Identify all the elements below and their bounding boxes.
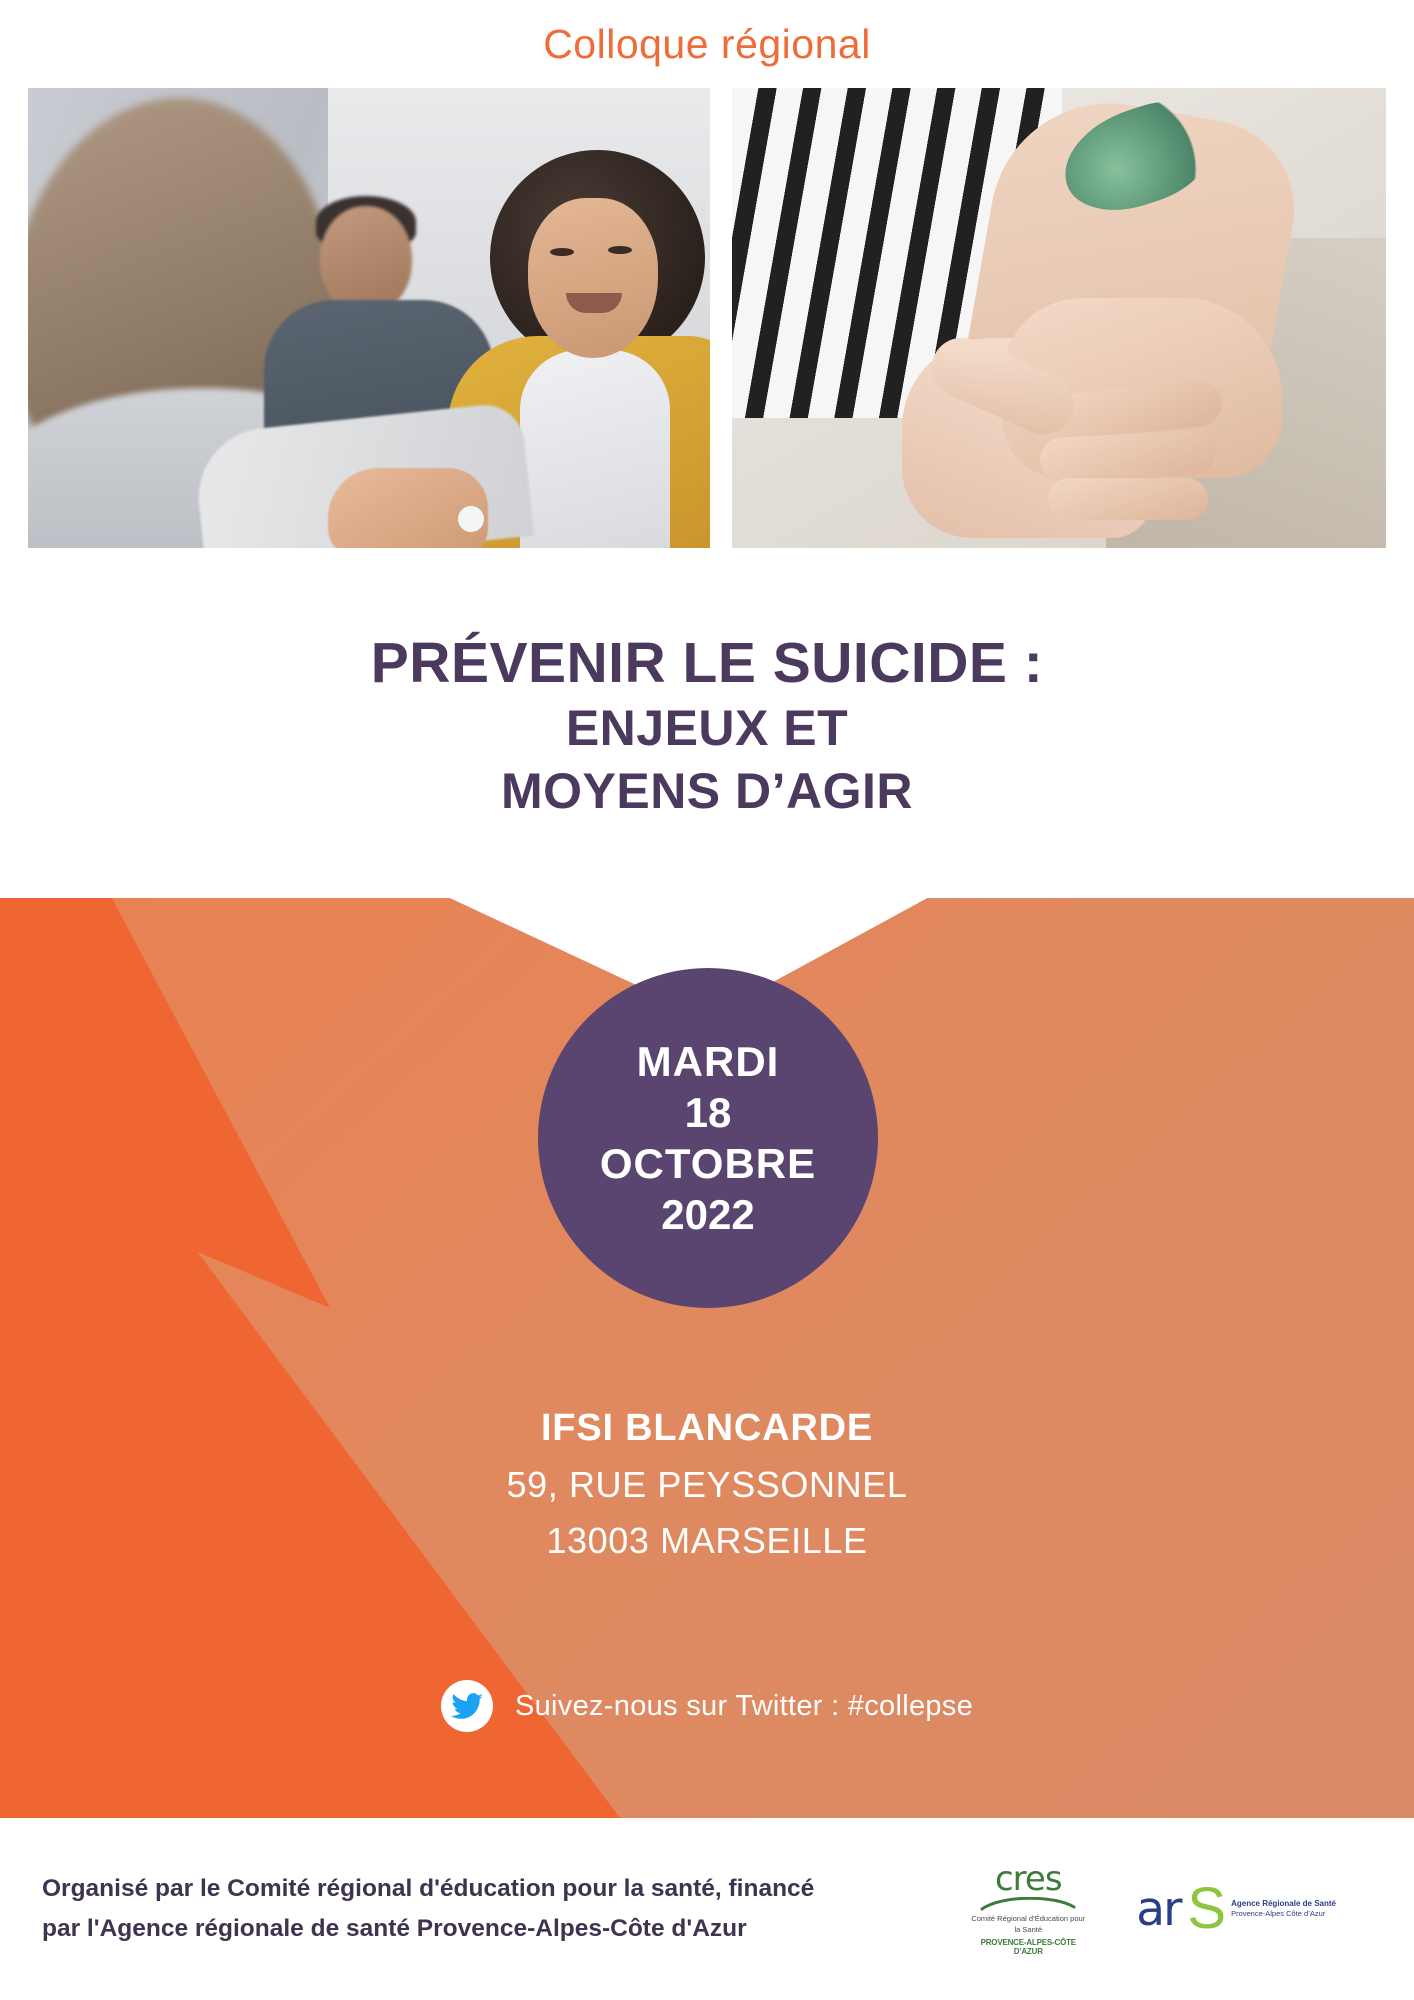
kicker-text: Colloque régional	[543, 20, 871, 67]
ars-logo-word: ar	[1136, 1881, 1181, 1937]
cres-logo-region: PROVENCE-ALPES-CÔTE D’AZUR	[980, 1937, 1076, 1956]
title-line-1: PRÉVENIR LE SUICIDE :	[370, 631, 1044, 695]
ars-logo	[1136, 1876, 1336, 1941]
date-number: 18	[684, 1088, 732, 1136]
twitter-icon[interactable]	[441, 1680, 493, 1732]
page-title	[0, 630, 1414, 822]
cres-logo-subtitle: Comité Régional d’Éducation pour la Santé	[971, 1914, 1086, 1934]
photo-woman-eye-left	[550, 248, 574, 256]
cres-logo	[968, 1859, 1088, 1956]
cres-logo-word: cres	[994, 1859, 1062, 1900]
venue-street: 59, RUE PEYSSONNEL	[506, 1464, 908, 1505]
title-line-2: ENJEUX ET	[565, 700, 849, 757]
footer-credit-line-2: par l'Agence régionale de santé Provence-Alpes-Côte d'Azur	[42, 1915, 747, 1942]
left-white-edge	[0, 0, 22, 560]
twitter-handle-text: Suivez-nous sur Twitter : #collepse	[514, 1689, 974, 1722]
cres-swoosh-icon	[980, 1897, 1076, 1911]
venue-city: 13003 MARSEILLE	[546, 1519, 868, 1561]
social-row[interactable]	[0, 1680, 1414, 1732]
photo-man-head	[320, 206, 412, 314]
photo-holding-hands	[732, 88, 1386, 548]
date-badge	[538, 968, 878, 1308]
ars-logo-text	[1231, 1899, 1336, 1919]
ars-logo-line-2: Provence-Alpes Côte d’Azur	[1231, 1909, 1326, 1919]
photo-finger-2	[1039, 429, 1216, 482]
photo-group-discussion	[28, 88, 710, 548]
ars-logo-line-1: Agence Régionale de Santé	[1231, 1898, 1336, 1908]
date-day: MARDI	[636, 1037, 780, 1085]
photo-finger-3	[1048, 478, 1208, 520]
photo-woman-face	[528, 198, 658, 358]
photo-woman-eye-right	[608, 246, 632, 254]
ars-logo-letter-s: S	[1187, 1876, 1225, 1941]
venue-name: IFSI BLANCARDE	[540, 1407, 874, 1449]
date-year: 2022	[661, 1191, 755, 1239]
footer-logos	[968, 1859, 1372, 1956]
photo-strip	[28, 88, 1386, 548]
date-month: OCTOBRE	[599, 1140, 817, 1187]
photo-woman-shirt	[520, 350, 670, 548]
poster-header	[0, 0, 1414, 88]
venue-block	[0, 1400, 1414, 1569]
title-line-3: MOYENS D’AGIR	[500, 762, 914, 819]
footer-credit	[42, 1869, 968, 1948]
photo-shirt-button	[458, 506, 484, 532]
poster-footer	[0, 1818, 1414, 2000]
footer-credit-line-1: Organisé par le Comité régional d'éducation pour la santé, financé	[42, 1875, 815, 1903]
